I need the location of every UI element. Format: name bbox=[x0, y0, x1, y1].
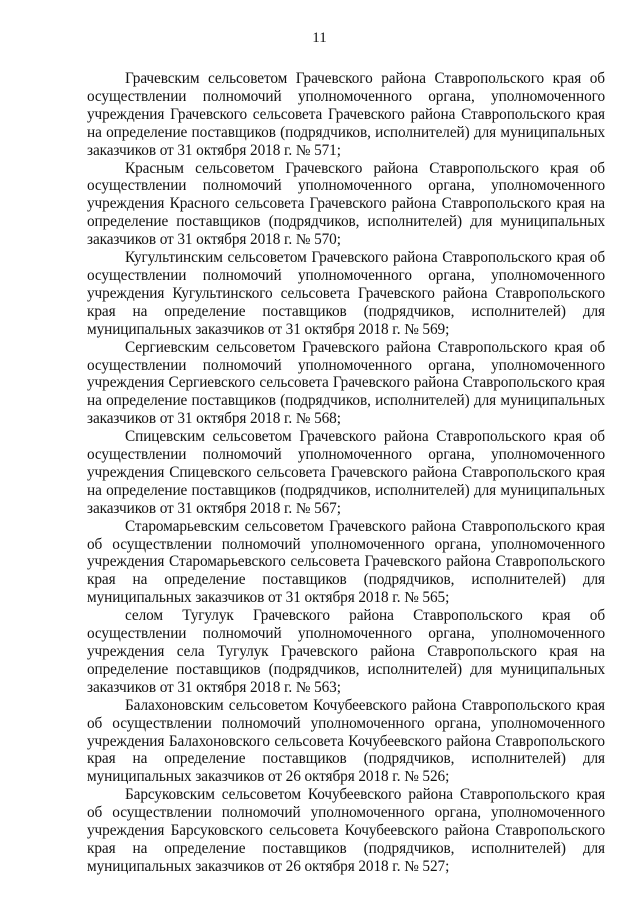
paragraph-barsukovsky: Барсуковским сельсоветом Кочубеевского района Ставропольского края об осуществлении полномочий уполномоченного органа, уполномоченного учреждения Барсуковского сельсовета Кочубеевского района Ставропольского края на определение поставщиков (подрядчиков, исполнителей) для муниципальных заказчиков от 26 октября 2018 г. № 527; bbox=[87, 786, 605, 875]
paragraph-tuguluk: селом Тугулук Грачевского района Ставропольского края об осуществлении полномочий уполномоченного органа, уполномоченного учреждения села Тугулук Грачевского района Ставропольского края на определение поставщиков (подрядчиков, исполнителей) для муниципальных заказчиков от 31 октября 2018 г. № 563; bbox=[87, 607, 605, 696]
paragraph-balakhonovsky: Балахоновским сельсоветом Кочубеевского района Ставропольского края об осуществлении полномочий уполномоченного органа, уполномоченного учреждения Балахоновского сельсовета Кочубеевского района Ставропольского края на определение поставщиков (подрядчиков, исполнителей) для муниципальных заказчиков от 26 октября 2018 г. № 526; bbox=[87, 696, 605, 786]
page-number: 11 bbox=[312, 30, 327, 46]
paragraph-sergievsky: Сергиевским сельсоветом Грачевского района Ставропольского края об осуществлении полномочий уполномоченного органа, уполномоченного учреждения Сергиевского сельсовета Грачевского района Ставропольского края на определение поставщиков (подрядчиков, исполнителей) для муниципальных заказчиков от 31 октября 2018 г. № 568; bbox=[87, 338, 605, 428]
paragraph-staromaryevsky: Старомарьевским сельсоветом Грачевского района Ставропольского края об осуществлении полномочий уполномоченного органа, уполномоченного учреждения Старомарьевского сельсовета Грачевского района Ставропольского края на определение поставщиков (подрядчиков, исполнителей) для муниципальных заказчиков от 31 октября 2018 г. № 565; bbox=[87, 517, 605, 607]
paragraph-krasny: Красным сельсоветом Грачевского района Ставропольского края об осуществлении полномочий уполномоченного органа, уполномоченного учреждения Красного сельсовета Грачевского района Ставропольского края на определение поставщиков (подрядчиков, исполнителей) для муниципальных заказчиков от 31 октября 2018 г. № 570; bbox=[87, 159, 605, 249]
paragraph-kugultinsky: Кугультинским сельсоветом Грачевского района Ставропольского края об осуществлении полномочий уполномоченного органа, уполномоченного учреждения Кугультинского сельсовета Грачевского района Ставропольского края на определение поставщиков (подрядчиков, исполнителей) для муниципальных заказчиков от 31 октября 2018 г. № 569; bbox=[87, 249, 605, 338]
document-body bbox=[87, 70, 605, 876]
paragraph-grachevsky: Грачевским сельсоветом Грачевского района Ставропольского края об осуществлении полномочий уполномоченного органа, уполномоченного учреждения Грачевского сельсовета Грачевского района Ставропольского края на определение поставщиков (подрядчиков, исполнителей) для муниципальных заказчиков от 31 октября 2018 г. № 571; bbox=[87, 70, 605, 159]
paragraph-spitsevsky: Спицевским сельсоветом Грачевского района Ставропольского края об осуществлении полномочий уполномоченного органа, уполномоченного учреждения Спицевского сельсовета Грачевского района Ставропольского края на определение поставщиков (подрядчиков, исполнителей) для муниципальных заказчиков от 31 октября 2018 г. № 567; bbox=[87, 428, 605, 517]
